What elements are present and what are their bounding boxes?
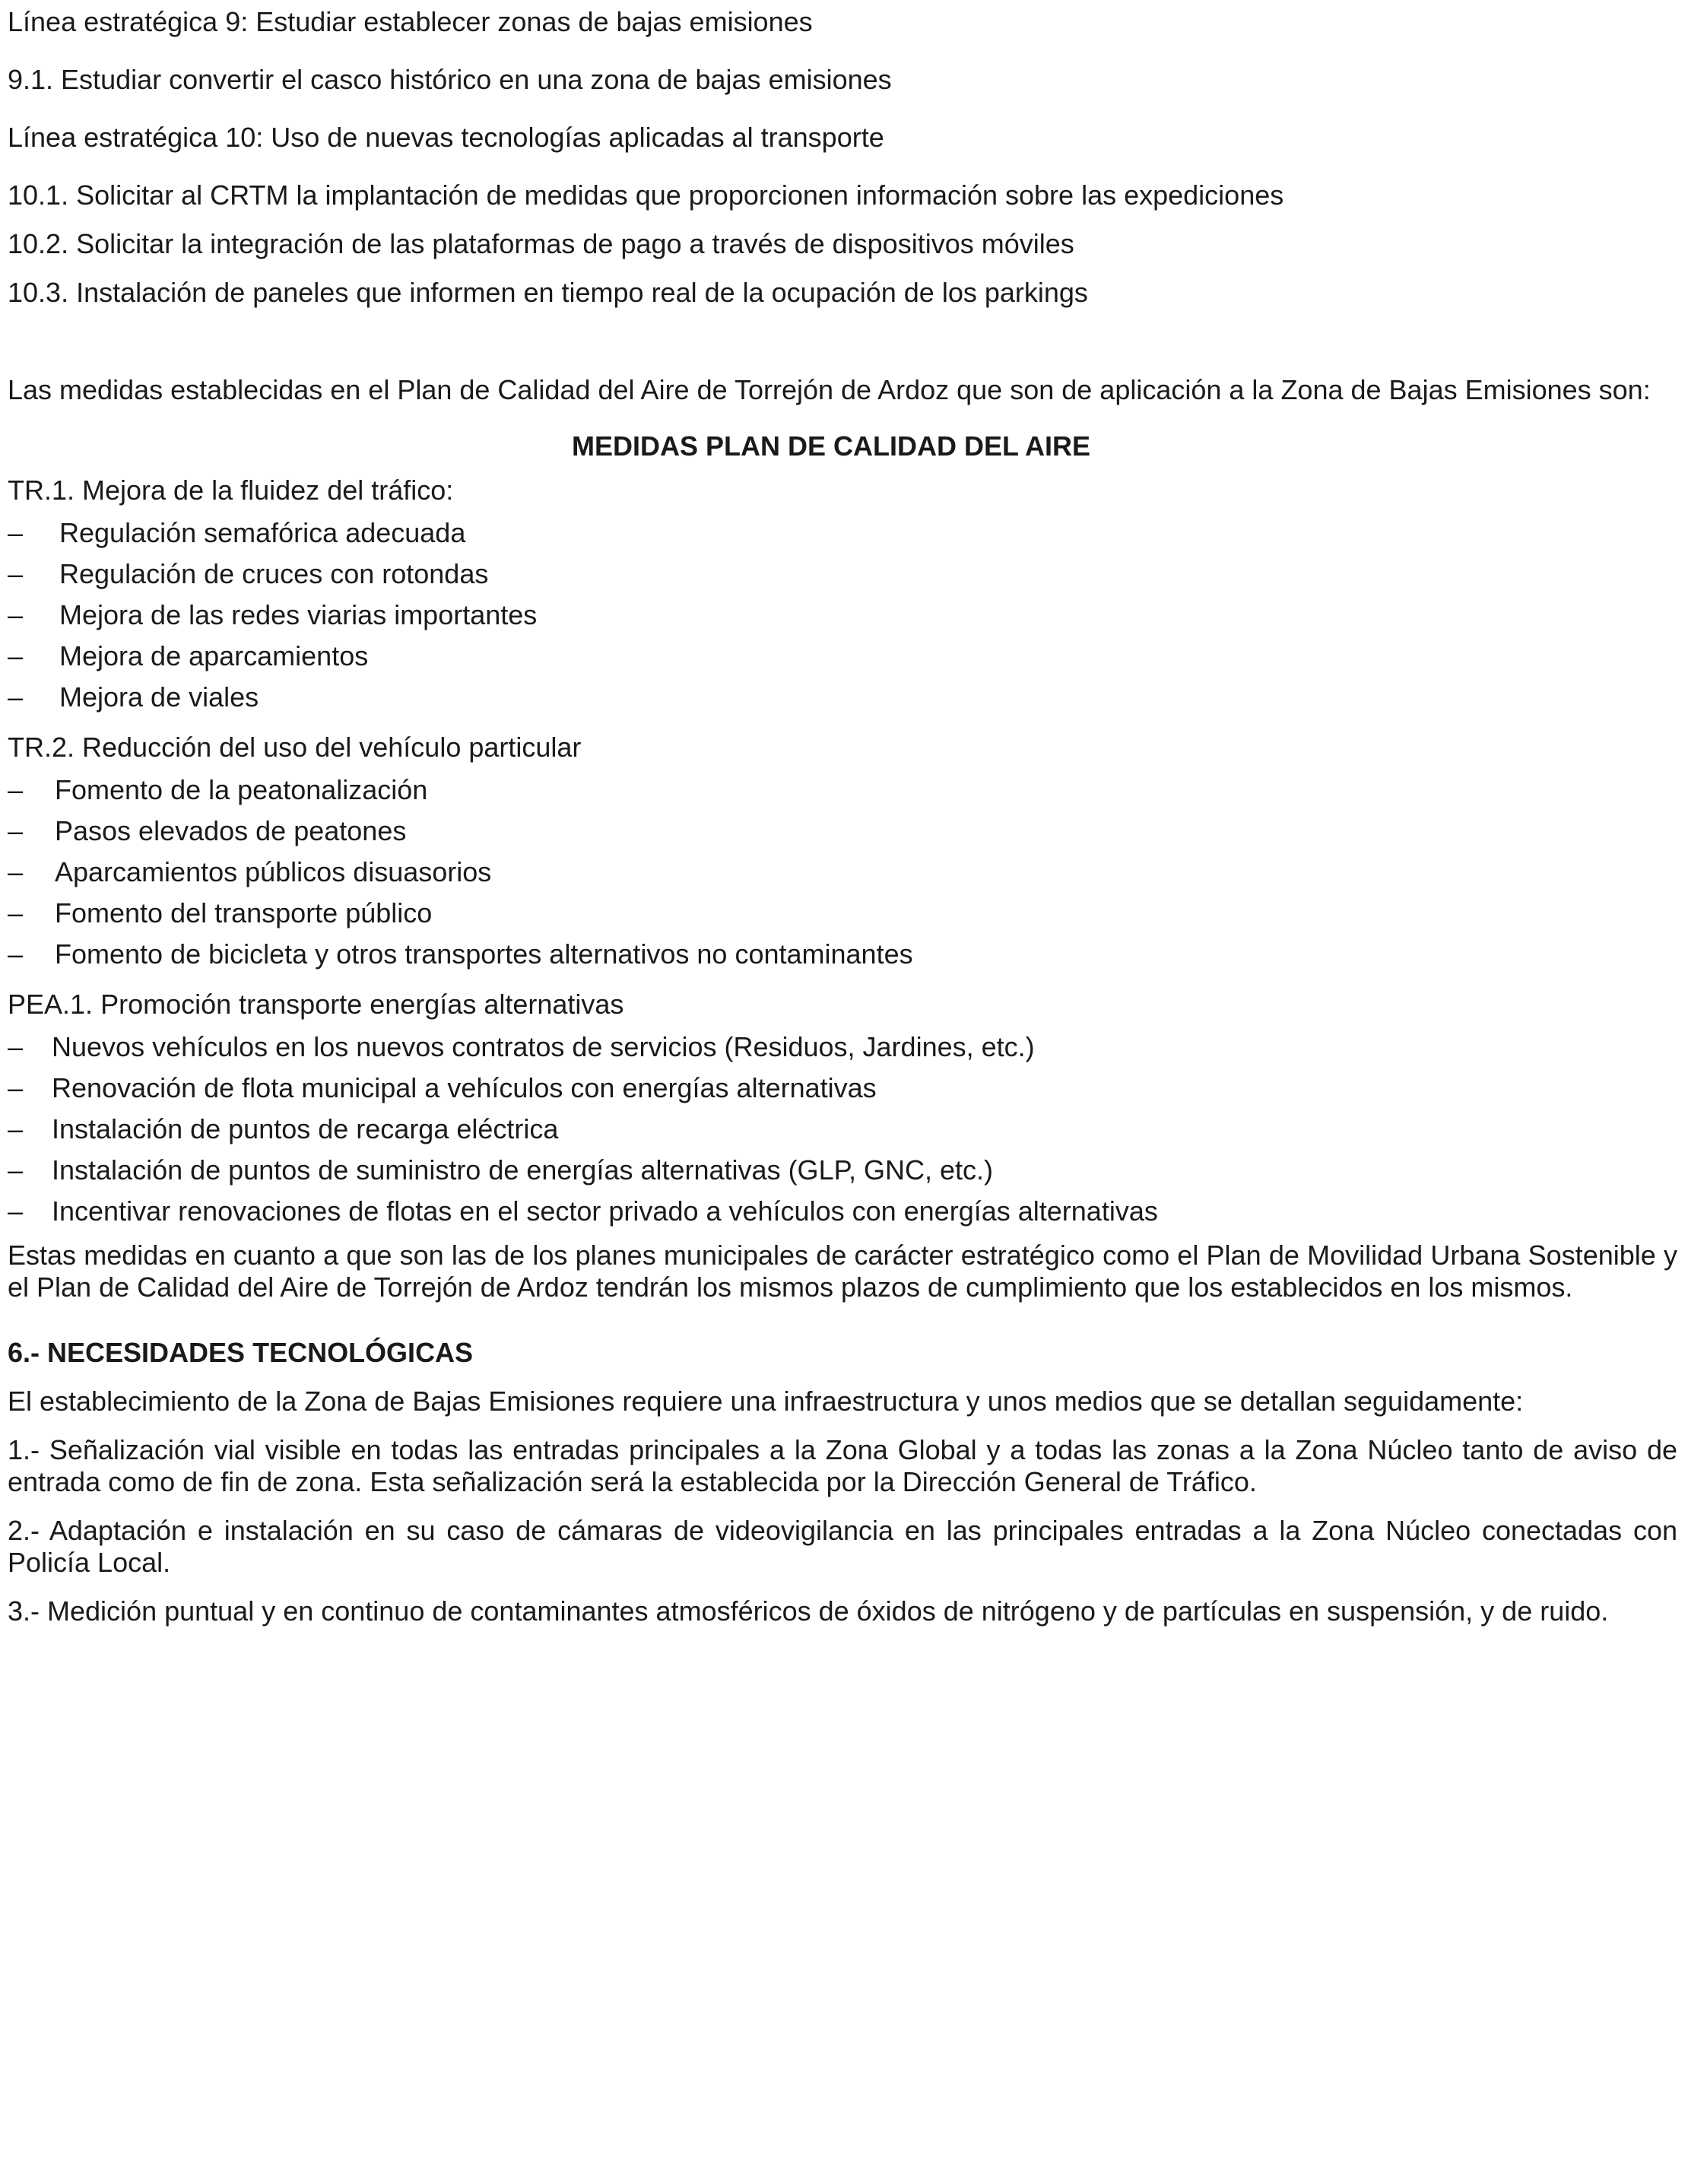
list-item-text: Instalación de puntos de suministro de energías alternativas (GLP, GNC, etc.) bbox=[52, 1154, 993, 1186]
measures-intro: Las medidas establecidas en el Plan de Calidad del Aire de Torrejón de Ardoz que son de aplicación a la Zona de Bajas Emisiones son: bbox=[8, 374, 1651, 405]
list-item bbox=[8, 599, 1677, 631]
list-item bbox=[8, 856, 1677, 888]
measure-group-heading: TR.1. Mejora de la fluidez del tráfico: bbox=[8, 475, 454, 506]
list-item-text: Instalación de puntos de recarga eléctrica bbox=[52, 1113, 559, 1144]
list-item-text: Incentivar renovaciones de flotas en el sector privado a vehículos con energías alternativas bbox=[52, 1195, 1158, 1227]
dash-bullet: – bbox=[8, 815, 24, 846]
section-point: 2.- Adaptación e instalación en su caso de cámaras de videovigilancia en las principales entradas a la Zona Núcleo conectadas con Policía Local. bbox=[8, 1515, 1677, 1578]
list-item bbox=[8, 517, 1677, 549]
section-point: 1.- Señalización vial visible en todas las entradas principales a la Zona Global y a todas las zonas a la Zona Núcleo tanto de aviso de entrada como de fin de zona. Esta señalización será la establecida por la Dirección General de Tráfico. bbox=[8, 1434, 1677, 1497]
strategic-line-item: 10.3. Instalación de paneles que informen en tiempo real de la ocupación de los parkings bbox=[8, 277, 1088, 308]
closing-paragraph: Estas medidas en cuanto a que son las de los planes municipales de carácter estratégico como el Plan de Movilidad Urbana Sostenible y el Plan de Calidad del Aire de Torrejón de Ardoz tendrán los mismos plazos de cumplimiento que los establecidos en los mismos. bbox=[8, 1240, 1677, 1303]
list-item bbox=[8, 1113, 1677, 1145]
dash-bullet: – bbox=[8, 517, 24, 548]
list-item-text: Renovación de flota municipal a vehículos con energías alternativas bbox=[52, 1072, 877, 1103]
dash-bullet: – bbox=[8, 856, 24, 887]
measure-group-heading: TR.2. Reducción del uso del vehículo particular bbox=[8, 732, 582, 763]
dash-bullet: – bbox=[8, 938, 24, 970]
section-point: 3.- Medición puntual y en continuo de contaminantes atmosféricos de óxidos de nitrógeno y de partículas en suspensión, y de ruido. bbox=[8, 1595, 1609, 1627]
measure-group bbox=[8, 989, 1677, 1227]
section-intro: El establecimiento de la Zona de Bajas Emisiones requiere una infraestructura y unos medios que se detallan seguidamente: bbox=[8, 1386, 1524, 1417]
list-item-text: Fomento de la peatonalización bbox=[55, 774, 428, 805]
measure-group bbox=[8, 732, 1677, 970]
list-item bbox=[8, 640, 1677, 672]
list-item-text: Mejora de las redes viarias importantes bbox=[59, 599, 538, 630]
list-item-text: Regulación de cruces con rotondas bbox=[59, 558, 489, 589]
list-item-text: Aparcamientos públicos disuasorios bbox=[55, 856, 492, 887]
strategic-line-title: Línea estratégica 10: Uso de nuevas tecnologías aplicadas al transporte bbox=[8, 122, 884, 153]
strategic-line-title: Línea estratégica 9: Estudiar establecer zonas de bajas emisiones bbox=[8, 6, 813, 37]
list-item bbox=[8, 897, 1677, 929]
dash-bullet: – bbox=[8, 774, 24, 805]
list-item bbox=[8, 1195, 1677, 1227]
dash-bullet: – bbox=[8, 897, 24, 929]
list-item-text: Mejora de viales bbox=[59, 681, 259, 713]
dash-bullet: – bbox=[8, 599, 24, 630]
list-item-text: Mejora de aparcamientos bbox=[59, 640, 369, 671]
dash-bullet: – bbox=[8, 1031, 24, 1062]
strategic-line-item: 10.2. Solicitar la integración de las plataformas de pago a través de dispositivos móviles bbox=[8, 228, 1074, 259]
dash-bullet: – bbox=[8, 558, 24, 589]
section-heading: 6.- NECESIDADES TECNOLÓGICAS bbox=[8, 1337, 474, 1368]
spacer bbox=[8, 325, 1677, 374]
dash-bullet: – bbox=[8, 681, 24, 713]
dash-bullet: – bbox=[8, 1154, 24, 1186]
table-title: MEDIDAS PLAN DE CALIDAD DEL AIRE bbox=[571, 430, 1091, 462]
list-item bbox=[8, 774, 1677, 806]
list-item bbox=[8, 1072, 1677, 1104]
strategic-line-item: 9.1. Estudiar convertir el casco histórico en una zona de bajas emisiones bbox=[8, 64, 892, 95]
list-item-text: Pasos elevados de peatones bbox=[55, 815, 407, 846]
list-item-text: Fomento de bicicleta y otros transportes alternativos no contaminantes bbox=[55, 938, 913, 970]
list-item-text: Fomento del transporte público bbox=[55, 897, 433, 929]
list-item-text: Nuevos vehículos en los nuevos contratos de servicios (Residuos, Jardines, etc.) bbox=[52, 1031, 1035, 1062]
dash-bullet: – bbox=[8, 1195, 24, 1227]
strategic-line-item: 10.1. Solicitar al CRTM la implantación de medidas que proporcionen información sobre las expediciones bbox=[8, 179, 1284, 211]
measure-group bbox=[8, 475, 1677, 713]
dash-bullet: – bbox=[8, 1072, 24, 1103]
list-item bbox=[8, 558, 1677, 590]
list-item bbox=[8, 681, 1677, 713]
list-item bbox=[8, 1031, 1677, 1063]
list-item bbox=[8, 815, 1677, 847]
dash-bullet: – bbox=[8, 640, 24, 671]
measure-group-heading: PEA.1. Promoción transporte energías alternativas bbox=[8, 989, 624, 1020]
list-item bbox=[8, 938, 1677, 970]
list-item-text: Regulación semafórica adecuada bbox=[59, 517, 466, 548]
dash-bullet: – bbox=[8, 1113, 24, 1144]
list-item bbox=[8, 1154, 1677, 1186]
